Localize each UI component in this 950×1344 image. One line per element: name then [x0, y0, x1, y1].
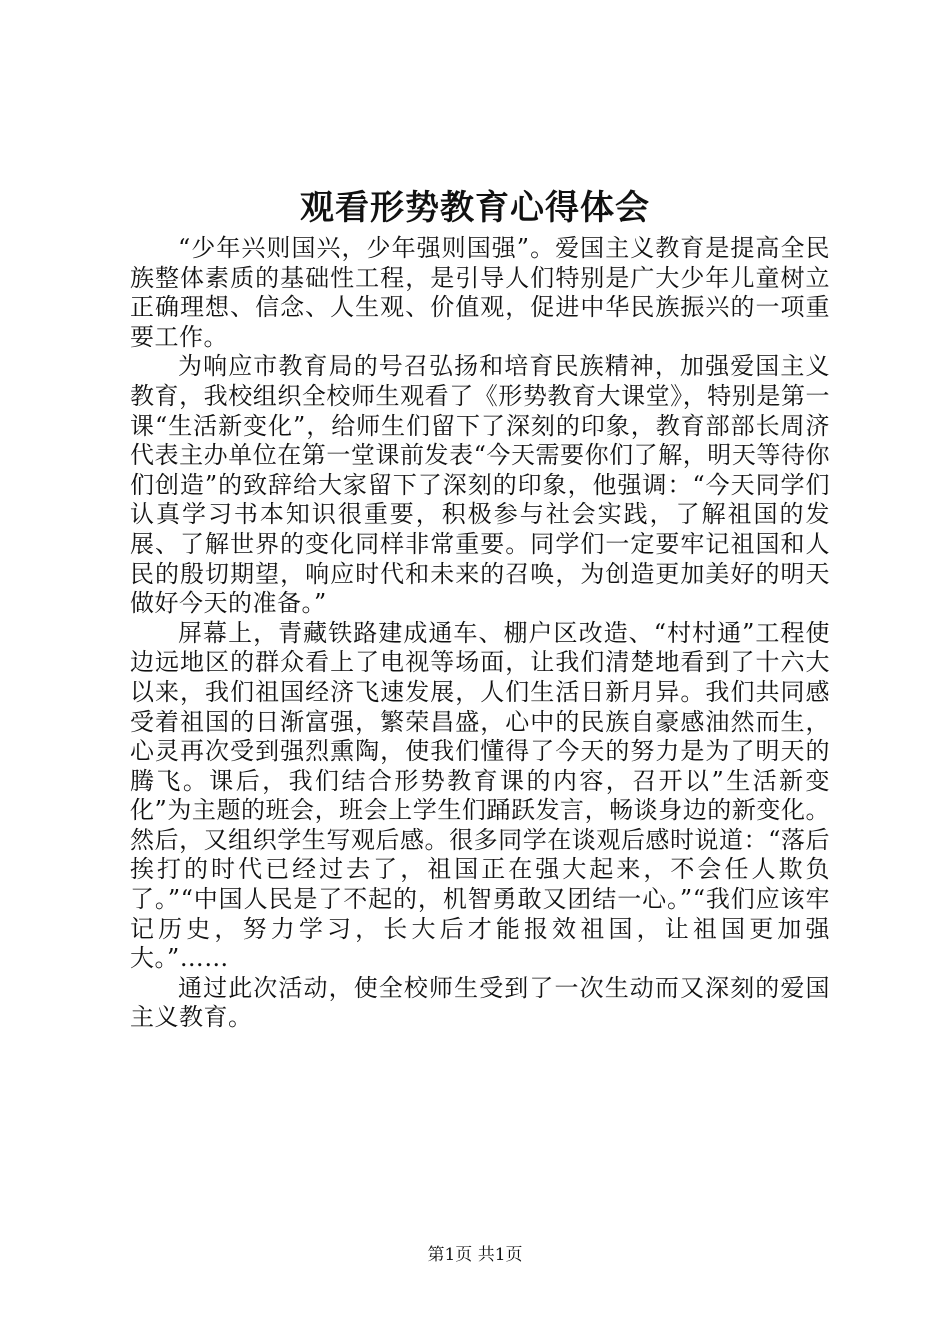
paragraph: “少年兴则国兴，少年强则国强”。爱国主义教育是提高全民族整体素质的基础性工程，是引导人们特别是广大少年儿童树立正确理想、信念、人生观、价值观，促进中华民族振兴的一项重要工作。: [130, 234, 830, 351]
paragraph: 通过此次活动，使全校师生受到了一次生动而又深刻的爱国主义教育。: [130, 973, 830, 1032]
document-title: 观看形势教育心得体会: [300, 188, 650, 228]
page-footer: 第1页 共1页: [427, 1245, 523, 1265]
paragraph: 为响应市教育局的号召弘扬和培育民族精神，加强爱国主义教育，我校组织全校师生观看了《形势教育大课堂》，特别是第一课“生活新变化”，给师生们留下了深刻的印象，教育部部长周济代表主办单位在第一堂课前发表“今天需要你们了解，明天等待你们创造”的致辞给大家留下了深刻的印象，他强调：“今天同学们认真学习书本知识很重要，积极参与社会实践，了解祖国的发展、了解世界的变化同样非常重要。同学们一定要牢记祖国和人民的殷切期望，响应时代和未来的召唤，为创造更加美好的明天做好今天的准备。”: [130, 352, 830, 618]
document-body: [130, 234, 830, 1033]
paragraph: 屏幕上，青藏铁路建成通车、棚户区改造、“村村通”工程使边远地区的群众看上了电视等场面，让我们清楚地看到了十六大以来，我们祖国经济飞速发展，人们生活日新月异。我们共同感受着祖国的日渐富强，繁荣昌盛，心中的民族自豪感油然而生，心灵再次受到强烈熏陶，使我们懂得了今天的努力是为了明天的腾飞。课后，我们结合形势教育课的内容，召开以”生活新变化”为主题的班会，班会上学生们踊跃发言，畅谈身边的新变化。然后，又组织学生写观后感。很多同学在谈观后感时说道：“落后挨打的时代已经过去了，祖国正在强大起来，不会任人欺负了。”“中国人民是了不起的，机智勇敢又团结一心。”“我们应该牢记历史，努力学习，长大后才能报效祖国，让祖国更加强大。”……: [130, 618, 830, 973]
